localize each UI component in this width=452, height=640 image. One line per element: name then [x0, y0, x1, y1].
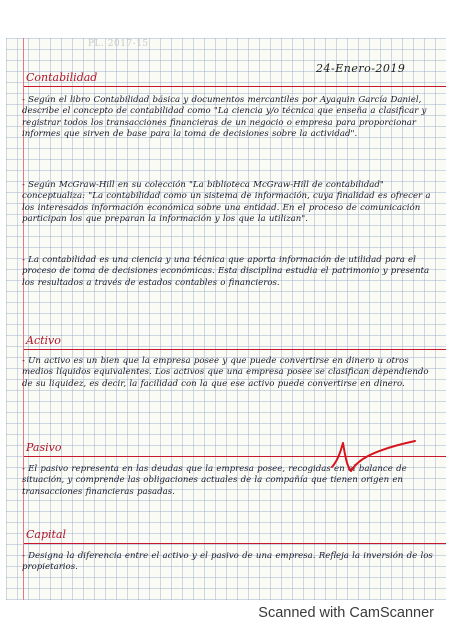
heading-capital: Capital — [26, 528, 67, 541]
scanner-watermark: Scanned with CamScanner — [258, 605, 434, 621]
red-check-mark-icon — [329, 437, 419, 477]
bleed-through-text: PL. 2017-15 — [88, 39, 149, 49]
paragraph-contabilidad-libro: - Según el libro Contabilidad básica y documentos mercantiles por Ayaquin García Daniel, describe el concepto de contabilidad como "La ciencia y/o técnica que enseña a clasificar y registrar todos los transacciones financieras de un negocio o empresa para proporcionar informes que sirven de base para la toma de decisiones sobre la actividad". — [22, 95, 427, 140]
heading-underline — [24, 86, 446, 87]
paragraph-capital: - Designa la diferencia entre el activo y el pasivo de una empresa. Refleja la inversión de los propietarios. — [22, 551, 433, 573]
heading-pasivo: Pasivo — [26, 441, 62, 454]
paragraph-pasivo: - El pasivo representa en las deudas que la empresa posee, recogidas en el balance de situación, y comprende las obligaciones actuales de la compañía que tienen origen en transacciones financieras pasadas. — [22, 464, 407, 497]
notebook-page — [6, 38, 446, 600]
heading-underline — [24, 543, 446, 544]
paragraph-activo: - Un activo es un bien que la empresa posee y que puede convertirse en dinero u otros medios líquidos equivalentes. Los activos que una empresa posee se clasifican dependiendo de su liquidez, es decir, la facilidad con la que ese activo puede convertirse en dinero. — [22, 356, 429, 389]
heading-activo: Activo — [26, 334, 61, 347]
page-date: 24-Enero-2019 — [316, 62, 406, 75]
heading-contabilidad: Contabilidad — [26, 71, 98, 84]
paragraph-contabilidad-ciencia: - La contabilidad es una ciencia y una técnica que aporta información de utilidad para el proceso de toma de decisiones económicas. Esta disciplina estudia el patrimonio y presenta los resultados a través de estados contables o financieros. — [22, 255, 430, 288]
paragraph-contabilidad-mcgraw: - Según McGraw-Hill en su colección "La biblioteca McGraw-Hill de contabilidad" conceptualiza: "La contabilidad como un sistema de información, cuya finalidad es ofrecer a los interesados información económica sobre una entidad. En el proceso de comunicación participan los que preparan la información y los que la utilizan". — [22, 180, 431, 225]
heading-underline — [24, 349, 446, 350]
